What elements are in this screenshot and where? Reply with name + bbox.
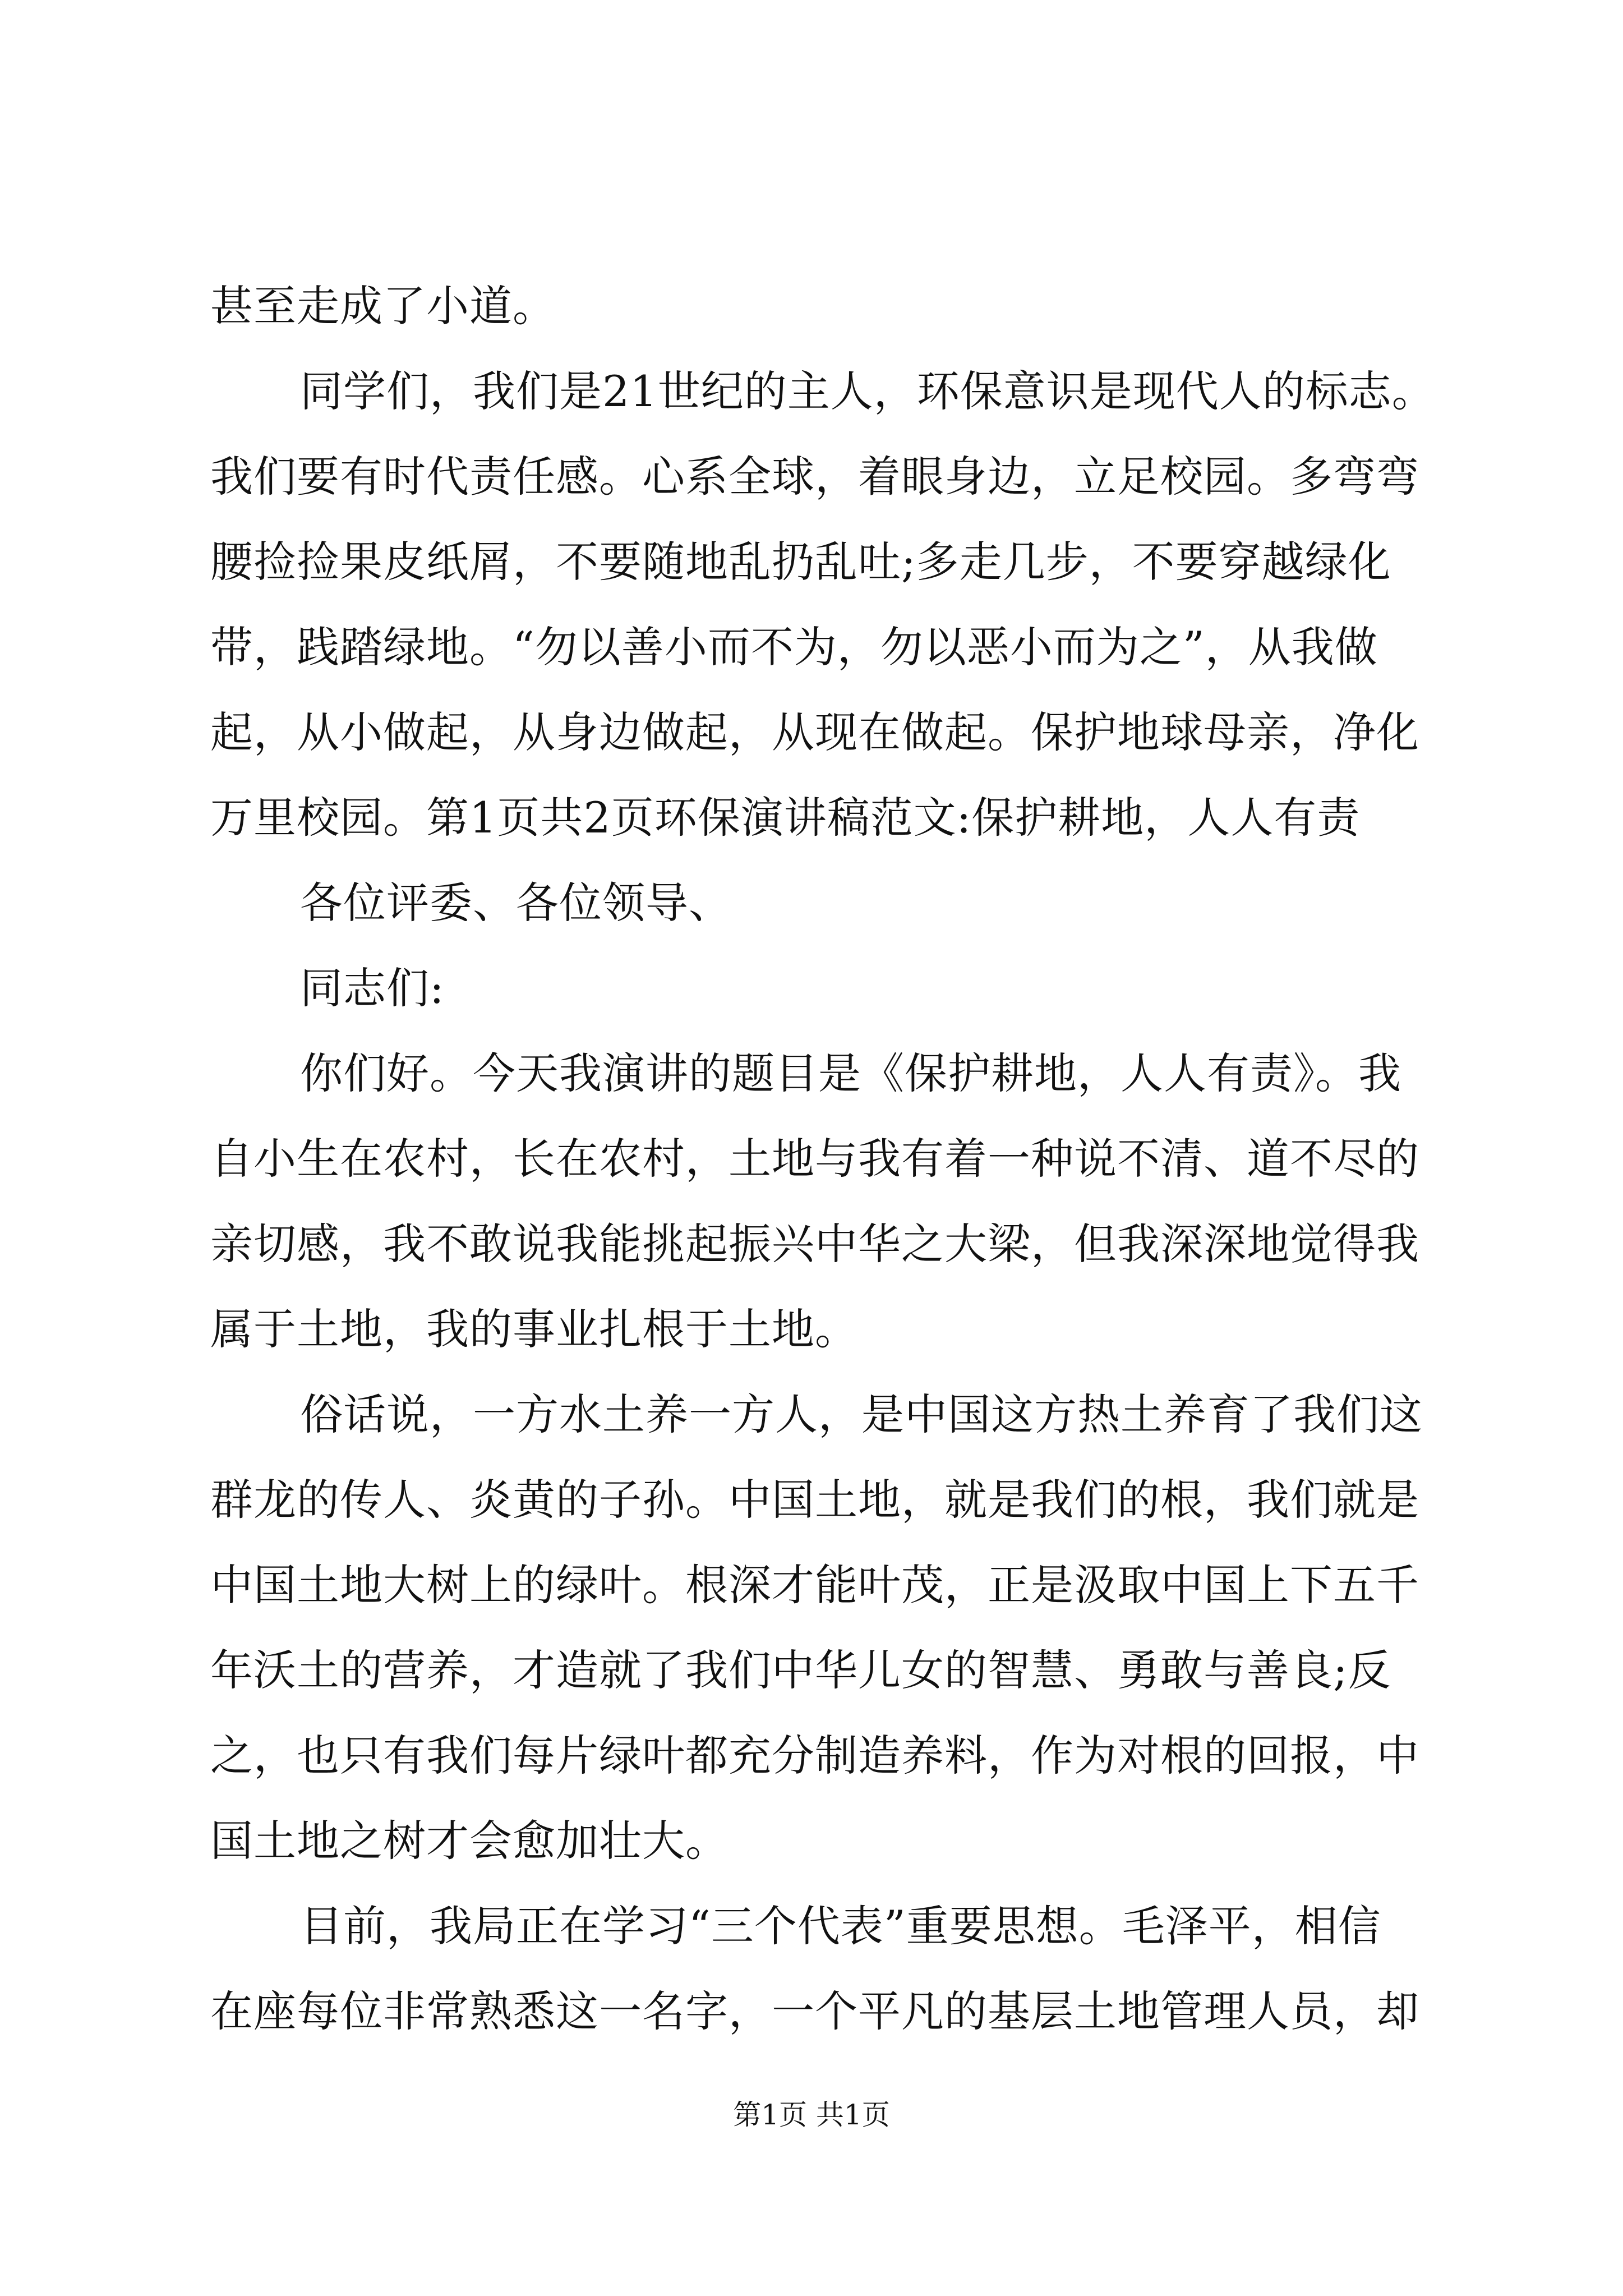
text-line: 腰捡捡果皮纸屑，不要随地乱扔乱吐;多走几步，不要穿越绿化: [210, 537, 1391, 587]
text-line: 同学们，我们是21世纪的主人，环保意识是现代人的标志。: [300, 366, 1435, 416]
text-line: 带，践踏绿地。“勿以善小而不为，勿以恶小而为之”，从我做: [210, 622, 1378, 672]
text-line: 各位评委、各位领导、: [300, 878, 732, 928]
text-line: 你们好。今天我演讲的题目是《保护耕地，人人有责》。我: [300, 1048, 1401, 1098]
text-line: 万里校园。第1页共2页环保演讲稿范文:保护耕地，人人有责: [210, 793, 1361, 843]
text-line: 国土地之树才会愈加壮大。: [210, 1816, 728, 1866]
text-line: 起，从小做起，从身边做起，从现在做起。保护地球母亲，净化: [210, 707, 1419, 757]
text-line: 俗话说，一方水土养一方人，是中国这方热土养育了我们这: [300, 1389, 1423, 1439]
text-line: 亲切感，我不敢说我能挑起振兴中华之大梁，但我深深地觉得我: [210, 1219, 1419, 1269]
text-line: 之，也只有我们每片绿叶都充分制造养料，作为对根的回报，中: [210, 1731, 1419, 1780]
text-line: 属于土地，我的事业扎根于土地。: [210, 1304, 858, 1354]
text-line: 在座每位非常熟悉这一名字，一个平凡的基层土地管理人员，却: [210, 1986, 1419, 2036]
text-line: 目前，我局正在学习“三个代表”重要思想。毛泽平，相信: [300, 1901, 1381, 1951]
text-line: 甚至走成了小道。: [210, 281, 556, 331]
text-line: 自小生在农村，长在农村，土地与我有着一种说不清、道不尽的: [210, 1134, 1419, 1184]
page-footer: 第1页 共1页: [733, 2099, 890, 2131]
text-line: 年沃土的营养，才造就了我们中华儿女的智慧、勇敢与善良;反: [210, 1645, 1391, 1695]
text-line: 我们要有时代责任感。心系全球，着眼身边，立足校园。多弯弯: [210, 452, 1419, 501]
text-line: 群龙的传人、炎黄的子孙。中国土地，就是我们的根，我们就是: [210, 1475, 1419, 1525]
text-line: 中国土地大树上的绿叶。根深才能叶茂，正是汲取中国上下五千: [210, 1560, 1419, 1610]
document-body: [210, 264, 1435, 2054]
text-line: 同志们:: [300, 963, 445, 1013]
